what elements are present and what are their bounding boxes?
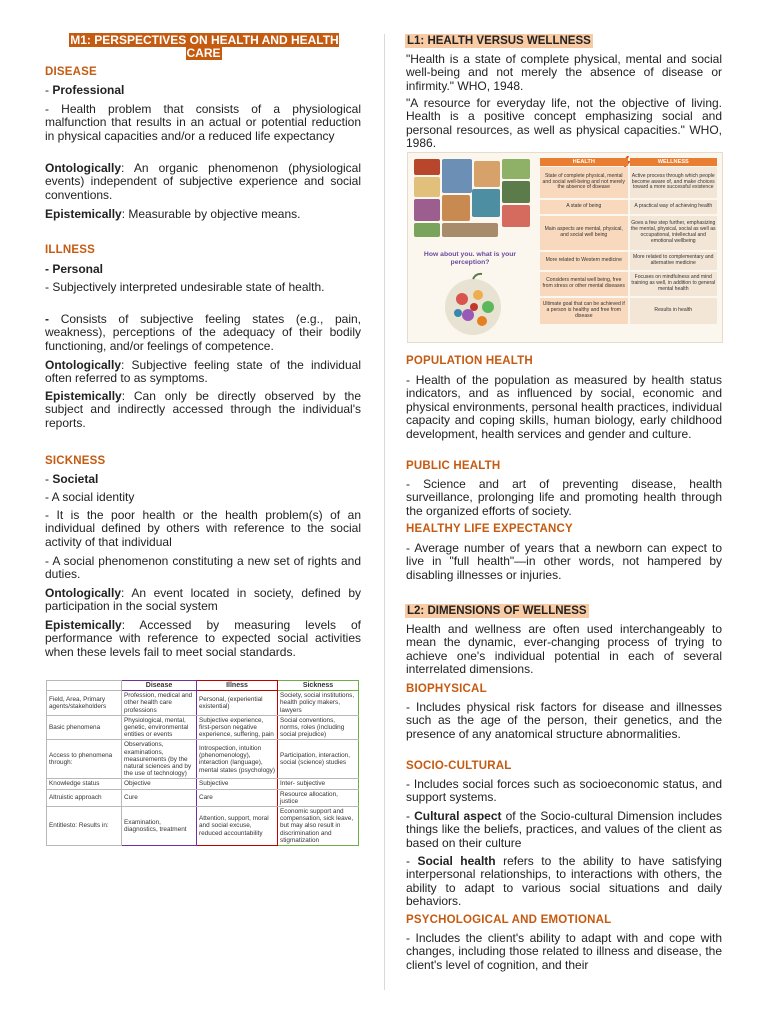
- table-row: [47, 807, 359, 846]
- illness-epistemically: Epistemically: Can only be directly observed by the subject and indirectly accessed through the individual's reports.: [45, 389, 361, 430]
- table-cell: Profession, medical and other health care professions: [122, 691, 197, 716]
- sickness-type: - Societal: [45, 472, 99, 486]
- illness-type: - Personal: [45, 262, 104, 276]
- disease-definition: - Health problem that consists of a physiological malfunction that results in an actual or potential reduction in physical capacities and/or a reduced life expectancy: [45, 102, 361, 143]
- column-divider: [384, 34, 385, 990]
- illness-ontologically: Ontologically: Subjective feeling state of the individual often referred to as symptoms.: [45, 358, 361, 386]
- health-cell: More related to Western medicine: [540, 252, 628, 270]
- illness-feeling-states: - Consists of subjective feeling states (e.g., pain, weakness), perceptions of the adequacy of their bodily functioning, and/or feelings of competence.: [45, 312, 361, 353]
- table-cell: Society, social institutions, health policy makers, lawyers: [278, 691, 359, 716]
- sickness-social-phenomenon: - A social phenomenon constituting a new set of rights and duties.: [45, 554, 361, 582]
- illness-definition: - Subjectively interpreted undesirable state of health.: [45, 280, 325, 294]
- table-cell: Personal, (experiential existential): [197, 691, 278, 716]
- wellness-cell: Focuses on mindfulness and mind training as well, in addition to general mental health: [630, 272, 718, 296]
- table-cell: Entitlesto: Results in:: [47, 807, 122, 846]
- who-1948-quote: "Health is a state of complete physical, mental and social well-being and not merely the absence of disease or infirmity." WHO, 1948.: [406, 52, 722, 93]
- table-cell: Attention, support, moral and social excuse, reduced accountability: [197, 807, 278, 846]
- table-header-cell: [47, 681, 122, 691]
- health-wellness-infographic: [407, 152, 723, 343]
- cultural-aspect-text: - Cultural aspect of the Socio-cultural Dimension includes things like the beliefs, practices, and values of the client as based on their culture: [406, 809, 722, 850]
- table-cell: Field, Area, Primary agents/stakeholders: [47, 691, 122, 716]
- psychological-emotional-text: - Includes the client's ability to adapt with and cope with changes, including those related to illness and disease, the client's level of cognition, and their: [406, 931, 722, 972]
- comparison-table: [46, 680, 359, 846]
- disease-type: - Professional: [45, 83, 125, 97]
- sickness-epistemically: Epistemically: Accessed by measuring levels of performance with reference to expected social activities when these levels fail to meet social standards.: [45, 618, 361, 659]
- health-column-header: HEALTH: [540, 158, 628, 166]
- public-health-heading: PUBLIC HEALTH: [406, 460, 501, 472]
- table-row: [47, 779, 359, 789]
- socio-cultural-heading: SOCIO-CULTURAL: [406, 760, 512, 772]
- public-health-text: - Science and art of preventing disease, health surveillance, prolonging life and promoting health through the organized efforts of society.: [406, 477, 722, 518]
- wellness-cell: More related to complementary and alternative medicine: [630, 252, 718, 270]
- table-row: [47, 789, 359, 806]
- table-header-row: [47, 681, 359, 691]
- sickness-ontologically: Ontologically: An event located in society, defined by participation in the social system: [45, 586, 361, 614]
- table-header-sickness: Sickness: [278, 681, 359, 691]
- table-cell: Basic phenomena: [47, 715, 122, 740]
- biophysical-heading: BIOPHYSICAL: [406, 683, 487, 695]
- health-cell: Main aspects are mental, physical, and social well being: [540, 216, 628, 250]
- wellness-cell: Active process through which people become aware of, and make choices toward a more successful existence: [630, 167, 718, 198]
- socio-cultural-text: - Includes social forces such as socioeconomic status, and support systems.: [406, 777, 722, 805]
- perception-question: How about you. what is your perception?: [423, 251, 517, 266]
- table-cell: Objective: [122, 779, 197, 789]
- disease-heading: DISEASE: [45, 66, 97, 78]
- health-cell: State of complete physical, mental and social well-being and not merely the absence of disease: [540, 167, 628, 198]
- population-health-text: - Health of the population as measured by health status indicators, and as influenced by social, economic and physical environments, personal health practices, individual capacity and coping skills, human biology, early childhood development, health services and gender and culture.: [406, 373, 722, 441]
- l2-heading: L2: DIMENSIONS OF WELLNESS: [407, 605, 587, 617]
- apple-icon: [438, 269, 508, 339]
- table-cell: Introspection, intuition (phenomenology), interaction (language), mental states (psychology): [197, 740, 278, 779]
- table-cell: Resource allocation, justice: [278, 789, 359, 806]
- l1-heading: L1: HEALTH VERSUS WELLNESS: [407, 35, 591, 47]
- table-row: [47, 691, 359, 716]
- table-cell: Care: [197, 789, 278, 806]
- health-cell: Ultimate goal that can be achieved if a person is healthy and free from disease: [540, 298, 628, 324]
- table-row: [47, 715, 359, 740]
- biophysical-text: - Includes physical risk factors for disease and illnesses such as the age of the person, their genetics, and the presence of any anatomical structure abnormalities.: [406, 700, 722, 741]
- health-wellness-table: [539, 158, 718, 325]
- lifestyle-photo-collage: [412, 159, 532, 239]
- table-cell: Examination, diagnostics, treatment: [122, 807, 197, 846]
- disease-ontologically: Ontologically: An organic phenomenon (physiological events) independent of subjective experience and social conventions.: [45, 161, 361, 202]
- table-header-disease: Disease: [122, 681, 197, 691]
- table-cell: Altruistic approach: [47, 789, 122, 806]
- psychological-emotional-heading: PSYCHOLOGICAL AND EMOTIONAL: [406, 914, 612, 926]
- sickness-social-identity: - A social identity: [45, 490, 135, 504]
- wellness-cell: Results in health: [630, 298, 718, 324]
- table-cell: Social conventions, norms, roles (including social prejudice): [278, 715, 359, 740]
- l2-intro: Health and wellness are often used interchangeably to mean the dynamic, ever-changing process of trying to achieve one's individual potential in each of several interrelated dimensions.: [406, 622, 722, 677]
- table-cell: Access to phenomena through:: [47, 740, 122, 779]
- health-cell: Considers mental well being, free from stress or other mental diseases: [540, 272, 628, 296]
- health-cell: A state of being: [540, 200, 628, 214]
- table-cell: Physiological, mental, genetic, environmental entities or events: [122, 715, 197, 740]
- table-cell: Knowledge status: [47, 779, 122, 789]
- table-cell: Economic support and compensation, sick leave, but may also result in discrimination and stigmatization: [278, 807, 359, 846]
- table-cell: Subjective: [197, 779, 278, 789]
- wellness-cell: A practical way of achieving health: [630, 200, 718, 214]
- wellness-cell: Goes a few step further, emphasizing the mental, physical, social as well as occupational, intellectual and emotional wellbeing: [630, 216, 718, 250]
- page-title: M1: PERSPECTIVES ON HEALTH AND HEALTH CARE: [70, 33, 339, 60]
- illness-heading: ILLNESS: [45, 244, 95, 256]
- table-cell: Subjective experience, first-person negative experience, suffering, pain: [197, 715, 278, 740]
- disease-epistemically: Epistemically: Measurable by objective means.: [45, 207, 301, 221]
- table-cell: Participation, interaction, social (science) studies: [278, 740, 359, 779]
- table-cell: Inter- subjective: [278, 779, 359, 789]
- wellness-column-header: WELLNESS: [630, 158, 718, 166]
- table-header-illness: Illness: [197, 681, 278, 691]
- who-1986-quote: "A resource for everyday life, not the objective of living. Health is a positive concept emphasizing social and personal resources, as well as physical capacities." WHO, 1986.: [406, 96, 722, 151]
- table-row: [47, 740, 359, 779]
- table-cell: Observations, examinations, measurements (by the natural sciences and by the use of technology): [122, 740, 197, 779]
- sickness-definition: - It is the poor health or the health problem(s) of an individual defined by others with reference to the social activity of that individual: [45, 508, 361, 549]
- table-cell: Cure: [122, 789, 197, 806]
- healthy-life-expectancy-heading: HEALTHY LIFE EXPECTANCY: [406, 523, 573, 535]
- population-health-heading: POPULATION HEALTH: [406, 355, 533, 367]
- sickness-heading: SICKNESS: [45, 455, 106, 467]
- healthy-life-expectancy-text: - Average number of years that a newborn can expect to live in "full health"—in other words, not hampered by disabling illnesses or injuries.: [406, 541, 722, 582]
- social-health-text: - Social health refers to the ability to have satisfying interpersonal relationships, to interactions with others, the ability to adapt to various social situations and daily behaviors.: [406, 854, 722, 909]
